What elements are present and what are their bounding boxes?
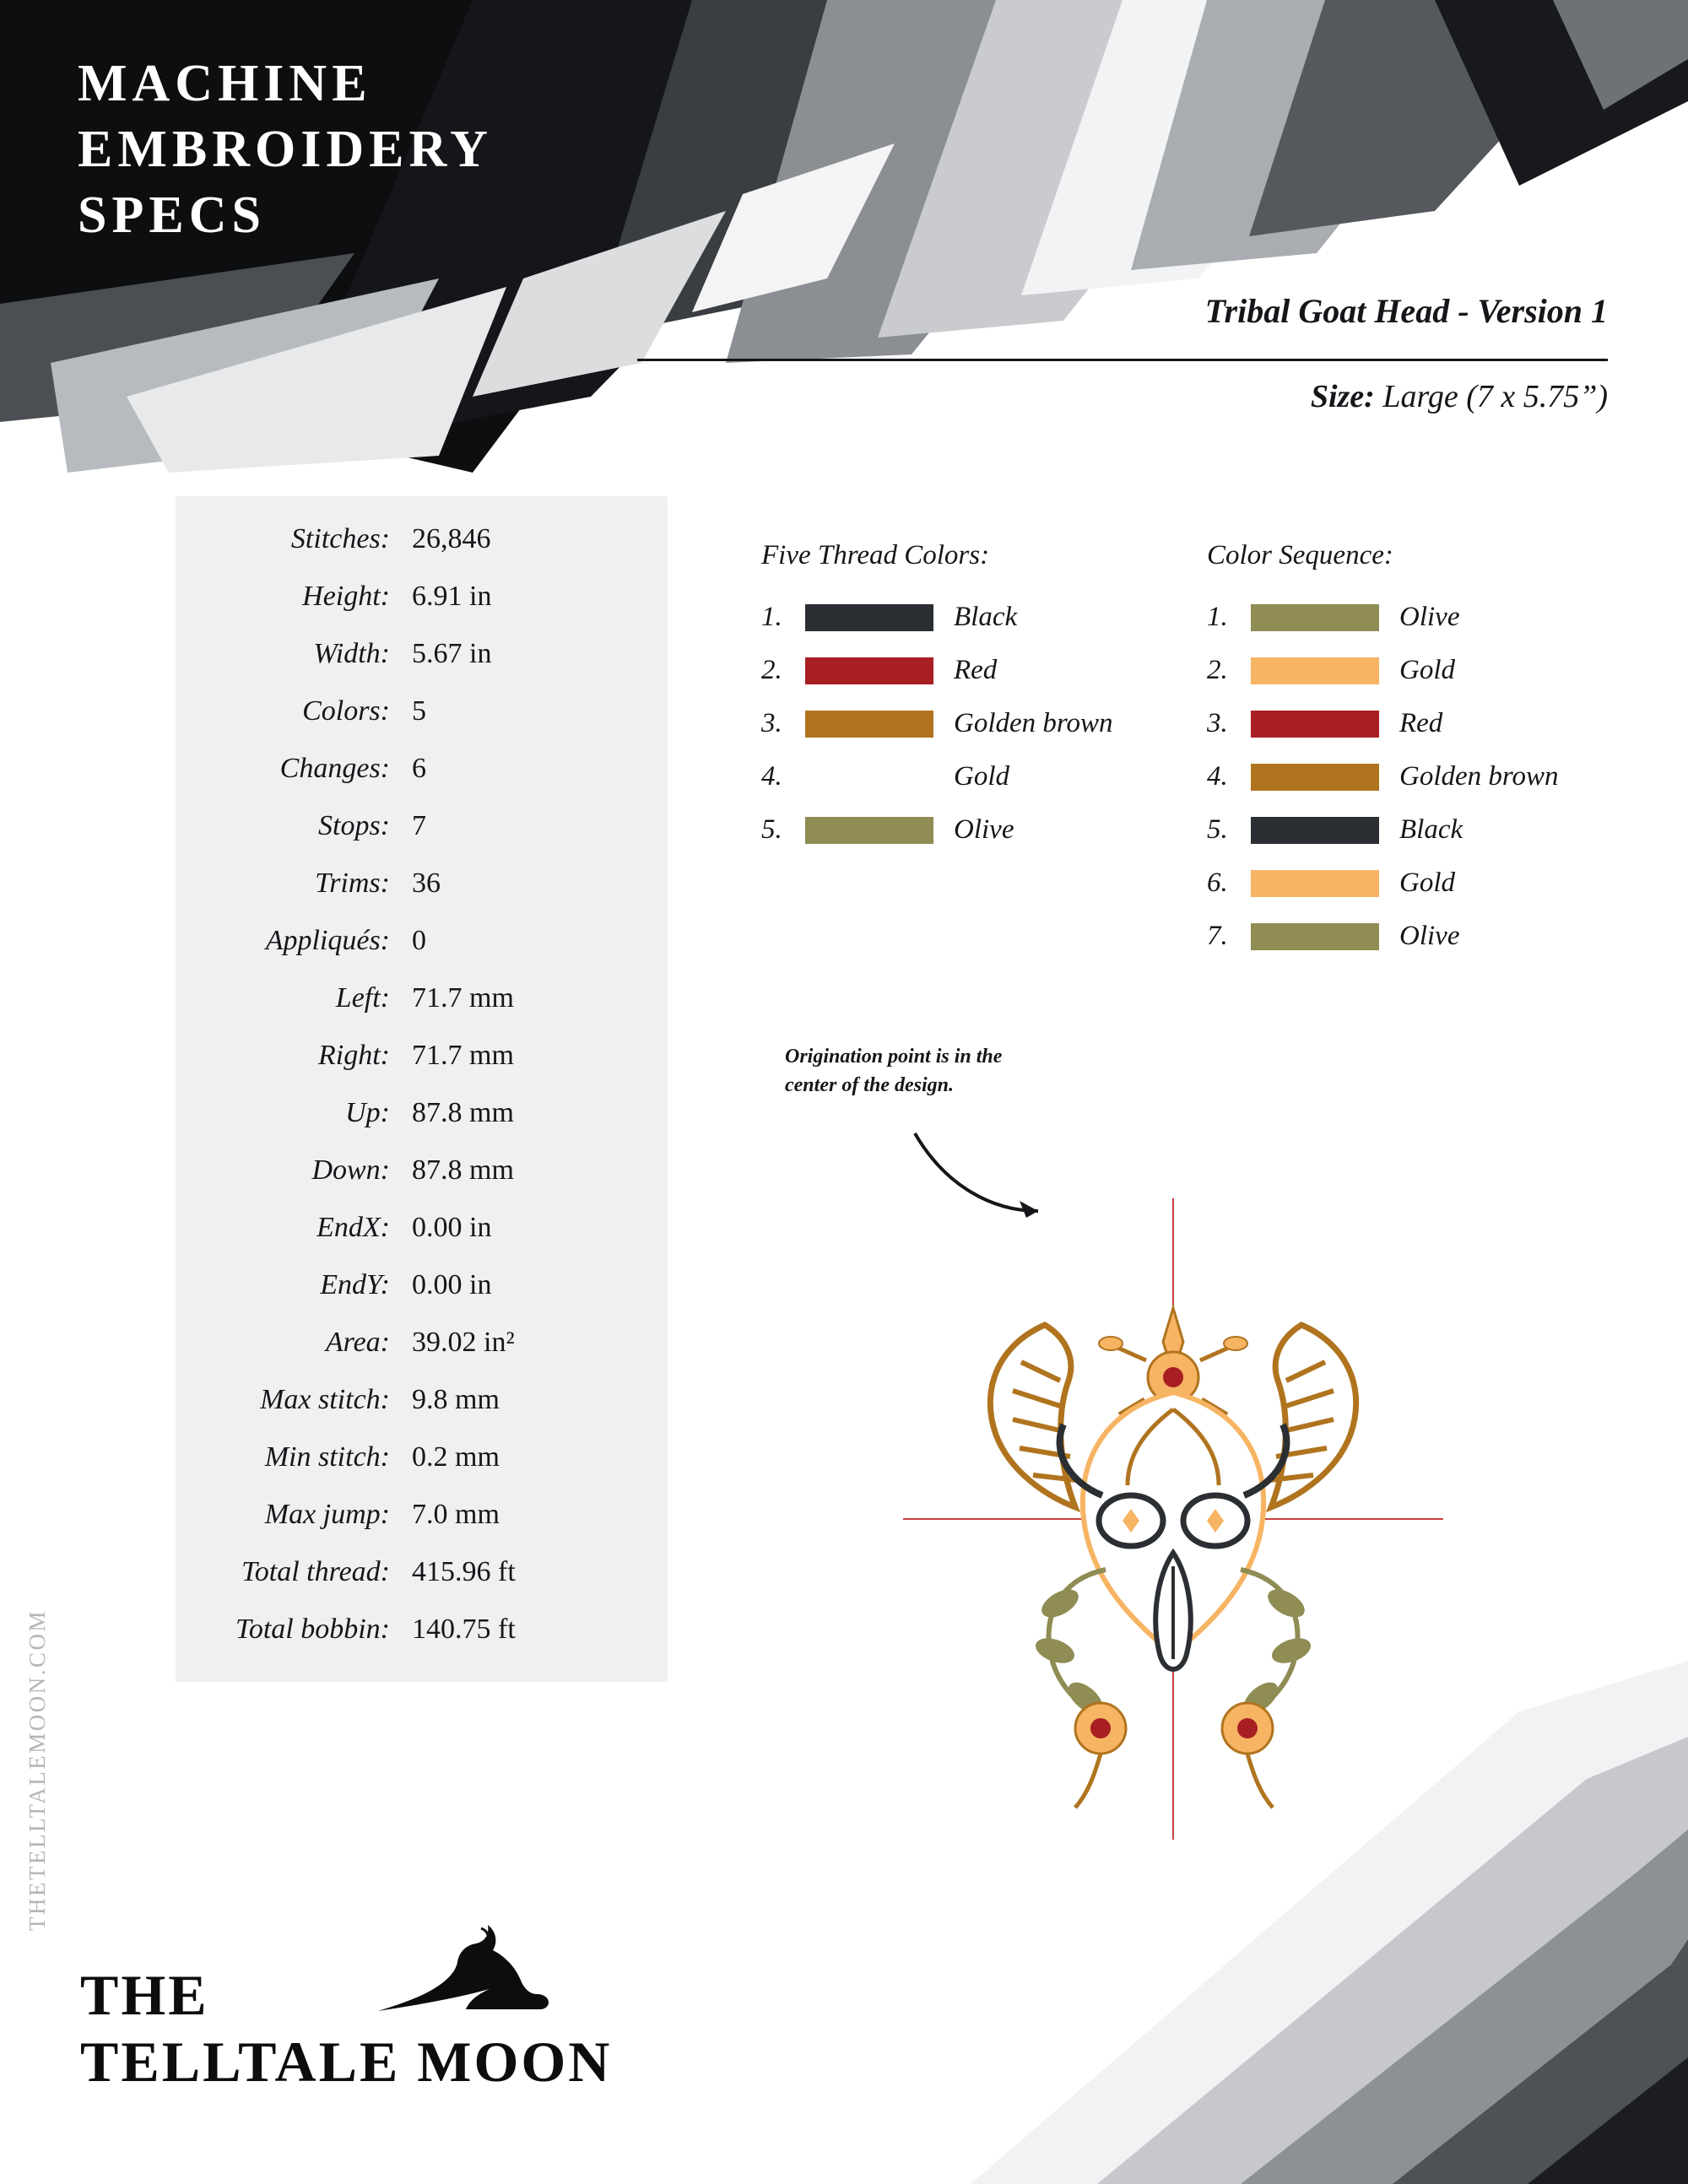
thread-color-index: 4. xyxy=(1207,761,1228,792)
thread-color-index: 1. xyxy=(761,602,782,632)
spec-label: Stitches: xyxy=(290,523,390,554)
title-line-1: MACHINE xyxy=(78,55,372,112)
thread-color-row xyxy=(1207,644,1559,697)
thread-color-row xyxy=(1207,857,1559,910)
color-swatch xyxy=(1251,870,1379,897)
thread-color-index: 5. xyxy=(761,814,782,845)
spec-label: Right: xyxy=(318,1040,390,1071)
spec-row xyxy=(176,638,668,695)
spec-row xyxy=(176,695,668,753)
spec-label: Max stitch: xyxy=(260,1384,390,1415)
color-swatch xyxy=(1251,657,1379,684)
spec-value: 415.96 ft xyxy=(412,1556,516,1587)
thread-color-name: Olive xyxy=(954,814,1014,845)
header-divider xyxy=(637,359,1608,361)
color-swatch xyxy=(805,764,933,791)
thread-color-row xyxy=(1207,591,1559,644)
thread-color-name: Gold xyxy=(1399,655,1455,685)
design-size-label: Size: xyxy=(1310,379,1375,414)
spec-value: 87.8 mm xyxy=(412,1097,514,1128)
spec-row xyxy=(176,1040,668,1097)
spec-row xyxy=(176,1556,668,1614)
thread-color-row xyxy=(761,750,1113,803)
title-line-2: EMBROIDERY xyxy=(78,121,493,178)
spec-label: Min stitch: xyxy=(264,1441,390,1473)
thread-color-row xyxy=(761,803,1113,857)
origination-note: Origination point is in the center of the design. xyxy=(785,1046,1003,1096)
spec-label: Colors: xyxy=(302,695,390,727)
spec-label: EndY: xyxy=(320,1269,390,1300)
spec-value: 0 xyxy=(412,925,426,956)
spec-value: 7 xyxy=(412,810,426,841)
color-swatch xyxy=(1251,764,1379,791)
color-sequence-heading: Color Sequence: xyxy=(1207,540,1393,570)
thread-color-name: Olive xyxy=(1399,921,1460,951)
thread-color-name: Red xyxy=(1399,708,1443,738)
thread-color-name: Golden brown xyxy=(1399,761,1559,792)
spec-label: Max jump: xyxy=(264,1499,390,1530)
spec-row xyxy=(176,1154,668,1212)
design-preview xyxy=(895,1181,1452,1857)
thread-color-index: 6. xyxy=(1207,868,1228,898)
spec-label: Area: xyxy=(325,1327,390,1358)
thread-color-index: 1. xyxy=(1207,602,1228,632)
thread-color-row xyxy=(1207,910,1559,963)
spec-label: Up: xyxy=(345,1097,390,1128)
thread-color-row xyxy=(761,644,1113,697)
thread-color-index: 2. xyxy=(761,655,782,685)
thread-colors-heading: Five Thread Colors: xyxy=(761,540,990,570)
spec-row xyxy=(176,1499,668,1556)
spec-value: 71.7 mm xyxy=(412,982,514,1014)
color-sequence-list xyxy=(1207,591,1559,963)
crow-logo-icon xyxy=(371,1916,565,2026)
spec-value: 9.8 mm xyxy=(412,1384,500,1415)
thread-color-name: Gold xyxy=(1399,868,1455,898)
color-swatch xyxy=(805,604,933,631)
spec-label: Left: xyxy=(335,982,390,1014)
thread-color-index: 4. xyxy=(761,761,782,792)
spec-value: 71.7 mm xyxy=(412,1040,514,1071)
spec-value: 26,846 xyxy=(412,523,491,554)
spec-value: 0.00 in xyxy=(412,1212,492,1243)
spec-label: Total bobbin: xyxy=(235,1614,390,1645)
thread-color-row xyxy=(761,697,1113,750)
design-size-value: Large (7 x 5.75”) xyxy=(1382,379,1608,414)
spec-label: Down: xyxy=(311,1154,390,1186)
thread-color-name: Gold xyxy=(954,761,1009,792)
spec-value: 5.67 in xyxy=(412,638,492,669)
thread-color-row xyxy=(761,591,1113,644)
design-name: Tribal Goat Head - Version 1 xyxy=(1204,292,1608,330)
spec-label: Total thread: xyxy=(241,1556,390,1587)
spec-value: 140.75 ft xyxy=(412,1614,516,1645)
spec-value: 0.00 in xyxy=(412,1269,492,1300)
spec-value: 87.8 mm xyxy=(412,1154,514,1186)
spec-label: EndX: xyxy=(316,1212,390,1243)
spec-label: Width: xyxy=(313,638,390,669)
thread-color-index: 3. xyxy=(1207,708,1228,738)
spec-row xyxy=(176,753,668,810)
spec-row xyxy=(176,581,668,638)
site-url-vertical: THETELLTALEMOON.COM xyxy=(24,1608,50,1931)
spec-table xyxy=(176,523,668,1671)
color-swatch xyxy=(1251,604,1379,631)
color-swatch xyxy=(1251,923,1379,950)
thread-color-row xyxy=(1207,750,1559,803)
thread-color-row xyxy=(1207,697,1559,750)
spec-row xyxy=(176,925,668,982)
spec-row xyxy=(176,1327,668,1384)
thread-color-name: Red xyxy=(954,655,998,685)
spec-value: 5 xyxy=(412,695,426,727)
color-swatch xyxy=(1251,711,1379,738)
thread-colors-list xyxy=(761,591,1113,857)
spec-row xyxy=(176,1384,668,1441)
spec-label: Stops: xyxy=(318,810,390,841)
logo-line-1: THE xyxy=(80,1963,209,2027)
page-title xyxy=(78,51,493,248)
thread-color-index: 7. xyxy=(1207,921,1228,951)
logo-line-2: TELLTALE MOON xyxy=(80,2030,613,2094)
spec-value: 6 xyxy=(412,753,426,784)
spec-label: Appliqués: xyxy=(265,925,390,956)
spec-row xyxy=(176,1097,668,1154)
brand-logo xyxy=(80,1962,688,2095)
color-swatch xyxy=(805,817,933,844)
spec-label: Trims: xyxy=(315,868,390,899)
spec-row xyxy=(176,1441,668,1499)
spec-value: 6.91 in xyxy=(412,581,492,612)
design-size xyxy=(1311,378,1608,415)
thread-color-index: 3. xyxy=(761,708,782,738)
spec-value: 39.02 in² xyxy=(412,1327,515,1358)
spec-row xyxy=(176,1614,668,1671)
spec-value: 7.0 mm xyxy=(412,1499,500,1530)
spec-value: 36 xyxy=(412,868,441,899)
spec-value: 0.2 mm xyxy=(412,1441,500,1473)
spec-row xyxy=(176,1269,668,1327)
spec-row xyxy=(176,523,668,581)
color-swatch xyxy=(805,711,933,738)
thread-color-name: Black xyxy=(954,602,1018,632)
spec-row xyxy=(176,868,668,925)
thread-color-name: Golden brown xyxy=(954,708,1113,738)
thread-color-name: Black xyxy=(1399,814,1463,845)
thread-color-name: Olive xyxy=(1399,602,1460,632)
thread-color-index: 5. xyxy=(1207,814,1228,845)
spec-row xyxy=(176,810,668,868)
title-line-3: SPECS xyxy=(78,187,266,244)
color-swatch xyxy=(1251,817,1379,844)
thread-color-index: 2. xyxy=(1207,655,1228,685)
thread-color-row xyxy=(1207,803,1559,857)
spec-row xyxy=(176,982,668,1040)
spec-row xyxy=(176,1212,668,1269)
spec-label: Height: xyxy=(302,581,390,612)
color-swatch xyxy=(805,657,933,684)
spec-label: Changes: xyxy=(279,753,390,784)
